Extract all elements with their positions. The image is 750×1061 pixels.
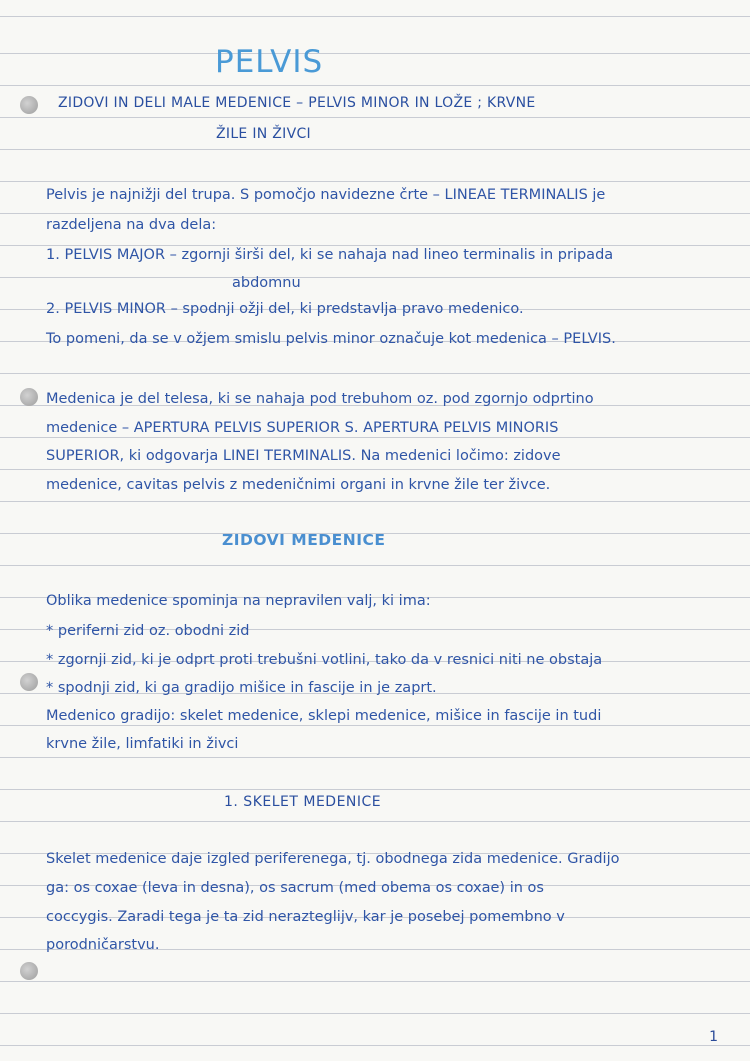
punch-hole (20, 388, 38, 406)
text-line: medenice – APERTURA PELVIS SUPERIOR S. APERTURA PELVIS MINORIS (46, 420, 559, 436)
text-line: Pelvis je najnižji del trupa. S pomočjo navidezne črte – LINEAE TERMINALIS je (46, 187, 606, 203)
section-heading: ZIDOVI MEDENICE (222, 531, 386, 549)
section-heading-line: ZIDOVI IN DELI MALE MEDENICE – PELVIS MINOR IN LOŽE ; KRVNE (58, 95, 536, 111)
text-line: Medenico gradijo: skelet medenice, sklepi medenice, mišice in fascije in tudi (46, 708, 602, 724)
text-line: razdeljena na dva dela: (46, 217, 217, 233)
text-line: porodničarstvu. (46, 937, 160, 953)
text-line: Medenica je del telesa, ki se nahaja pod trebuhom oz. pod zgornjo odprtino (46, 391, 594, 407)
text-line: coccygis. Zaradi tega je ta zid nerazteglijv, kar je posebej pomembno v (46, 909, 565, 925)
section-heading: 1. SKELET MEDENICE (224, 794, 382, 810)
punch-hole (20, 962, 38, 980)
page-number: 1 (709, 1029, 718, 1045)
text-line: medenice, cavitas pelvis z medeničnimi organi in krvne žile ter živce. (46, 477, 551, 493)
text-line: SUPERIOR, ki odgovarja LINEI TERMINALIS. Na medenici ločimo: zidove (46, 448, 561, 464)
punch-hole (20, 673, 38, 691)
list-item: * spodnji zid, ki ga gradijo mišice in fascije in je zaprt. (46, 680, 437, 696)
punch-hole (20, 96, 38, 114)
text-line: abdomnu (232, 275, 301, 291)
text-line: krvne žile, limfatiki in živci (46, 736, 239, 752)
list-item: * periferni zid oz. obodni zid (46, 623, 250, 639)
text-line: 1. PELVIS MAJOR – zgornji širši del, ki se nahaja nad lineo terminalis in pripada (46, 247, 614, 263)
section-heading-line: ŽILE IN ŽIVCI (216, 126, 311, 142)
text-line: Skelet medenice daje izgled periferenega, tj. obodnega zida medenice. Gradijo (46, 851, 620, 867)
text-line: Oblika medenice spominja na nepravilen valj, ki ima: (46, 593, 431, 609)
text-line: 2. PELVIS MINOR – spodnji ožji del, ki predstavlja pravo medenico. (46, 301, 524, 317)
page-title: PELVIS (215, 44, 324, 80)
text-line: To pomeni, da se v ožjem smislu pelvis minor označuje kot medenica – PELVIS. (46, 331, 616, 347)
text-line: ga: os coxae (leva in desna), os sacrum (med obema os coxae) in os (46, 880, 544, 896)
list-item: * zgornji zid, ki je odprt proti trebušni votlini, tako da v resnici niti ne obstaja (46, 652, 603, 668)
